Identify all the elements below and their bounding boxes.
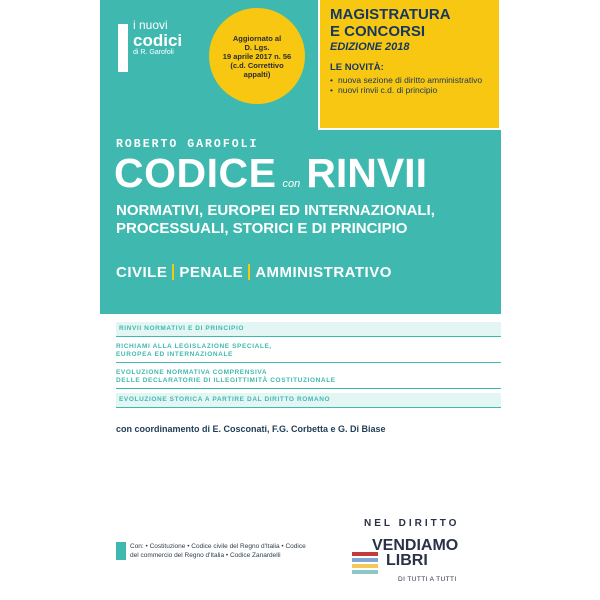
news-list [330, 75, 489, 95]
subject-divider [248, 264, 250, 280]
subject-amministrativo: AMMINISTRATIVO [255, 264, 392, 281]
badge-line5: appalti) [243, 69, 271, 79]
subtitle-line1: NORMATIVI, EUROPEI ED INTERNAZIONALI, [116, 202, 435, 219]
series-logo-bar [118, 24, 128, 72]
edition-title-line1: MAGISTRATURA [330, 6, 451, 23]
badge-line1: Aggiornato al [232, 33, 282, 43]
title-connector: con [282, 178, 301, 190]
author-name: ROBERTO GAROFOLI [116, 138, 259, 151]
feature-item [116, 322, 501, 337]
watermark-brand-line1: VENDIAMO [372, 537, 459, 554]
watermark-brand-line2: LIBRI [386, 552, 428, 569]
title-second: RINVII [306, 150, 427, 196]
subtitle [116, 202, 496, 238]
subject-divider [172, 264, 174, 280]
edition-box [318, 0, 501, 130]
feature-text: EUROPEA ED INTERNAZIONALE [116, 351, 233, 358]
contents-bar [116, 542, 126, 560]
feature-highlight: LEGISLAZIONE SPECIALE, [174, 343, 272, 350]
contents-line1: Con: • Costituzione • Codice civile del Regno d'Italia • Codice [130, 543, 306, 550]
badge-line4: (c.d. Correttivo [230, 60, 284, 70]
subtitle-line2: PROCESSUALI, STORICI E DI PRINCIPIO [116, 220, 408, 237]
book-title [114, 150, 427, 197]
series-line1: i nuovi [133, 18, 168, 32]
series-line2: codici [133, 30, 183, 50]
features-list [116, 322, 501, 408]
news-item: • nuovi rinvii c.d. di principio [330, 85, 489, 95]
badge-line3: 19 aprile 2017 n. 56 [222, 51, 292, 61]
series-logo [133, 19, 182, 57]
feature-item [116, 363, 501, 389]
contents-list [130, 543, 375, 560]
edition-title-line2: E CONCORSI [330, 23, 426, 40]
subject-penale: PENALE [179, 264, 244, 281]
news-heading: LE NOVITÀ: [330, 62, 384, 73]
feature-text: EVOLUZIONE NORMATIVA COMPRENSIVA [116, 369, 268, 376]
edition-year: EDIZIONE 2018 [330, 41, 410, 53]
watermark-tagline: DI TUTTI A TUTTI [398, 576, 457, 583]
feature-text: DELLE DECLARATORIE DI [116, 377, 214, 384]
watermark-top: NEL DIRITTO [364, 518, 460, 529]
feature-text: EVOLUZIONE STORICA A PARTIRE DAL [119, 396, 265, 403]
watermark-brand [372, 538, 458, 568]
watermark [352, 518, 512, 598]
feature-text: RINVII NORMATIVI E DI PRINCIPIO [119, 325, 245, 332]
coordination-credit: con coordinamento di E. Cosconati, F.G. Corbetta e G. Di Biase [116, 424, 386, 434]
feature-highlight: DIRITTO ROMANO [264, 396, 331, 403]
title-main: CODICE [114, 150, 277, 196]
contents-line2: del commercio del Regno d'Italia • Codice Zanardelli [130, 551, 281, 559]
update-badge [209, 8, 305, 104]
news-item: • nuova sezione di diritto amministrativo [330, 75, 489, 85]
subject-civile: CIVILE [116, 264, 168, 281]
feature-item [116, 393, 501, 408]
feature-item [116, 337, 501, 363]
series-line3: di R. Garofoli [133, 49, 174, 57]
subjects [116, 264, 392, 281]
book-cover [100, 0, 501, 600]
feature-text: RICHIAMI ALLA [116, 343, 175, 350]
feature-highlight: ILLEGITTIMITÀ COSTITUZIONALE [213, 377, 336, 384]
badge-line2: D. Lgs. [244, 42, 270, 52]
